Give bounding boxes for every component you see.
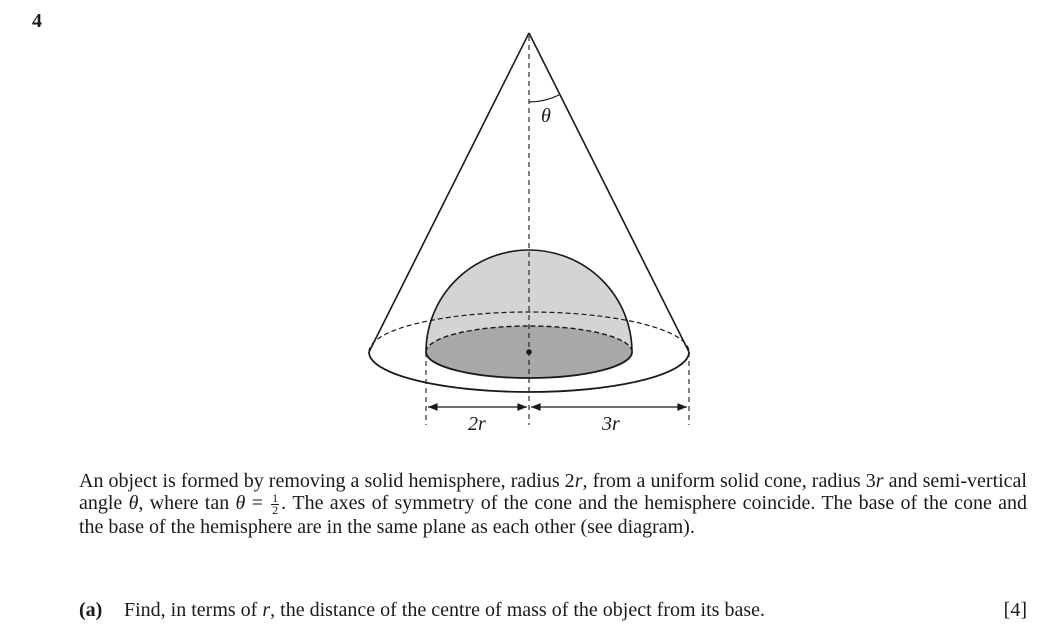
angle-arc bbox=[529, 95, 559, 102]
part-a-marks: [4] bbox=[1003, 599, 1027, 621]
part-a-label: (a) bbox=[79, 599, 103, 621]
question-stem: An object is formed by removing a solid hemisphere, radius 2r, from a uniform solid cone, radius 3r and semi-vertical angle θ, where tan θ = $\frac{1}{2}$ . The axes of symmetry of the cone and the hemisphere coincide. The base of the cone and the base of the hemisphere are in the same plane as each other (see diagram). bbox=[79, 470, 1027, 538]
fraction-one-half: $\frac{1}{2}$ bbox=[272, 490, 279, 517]
angle-label: θ bbox=[541, 105, 551, 127]
question-number: 4 bbox=[32, 10, 42, 32]
centre-point bbox=[526, 349, 532, 355]
part-a: (a) Find, in terms of r, the distance of the centre of mass of the object from its base. [4] bbox=[79, 599, 1027, 621]
dim-2r-label: 2r bbox=[468, 413, 486, 435]
dim-3r-label: 3r bbox=[602, 413, 620, 435]
